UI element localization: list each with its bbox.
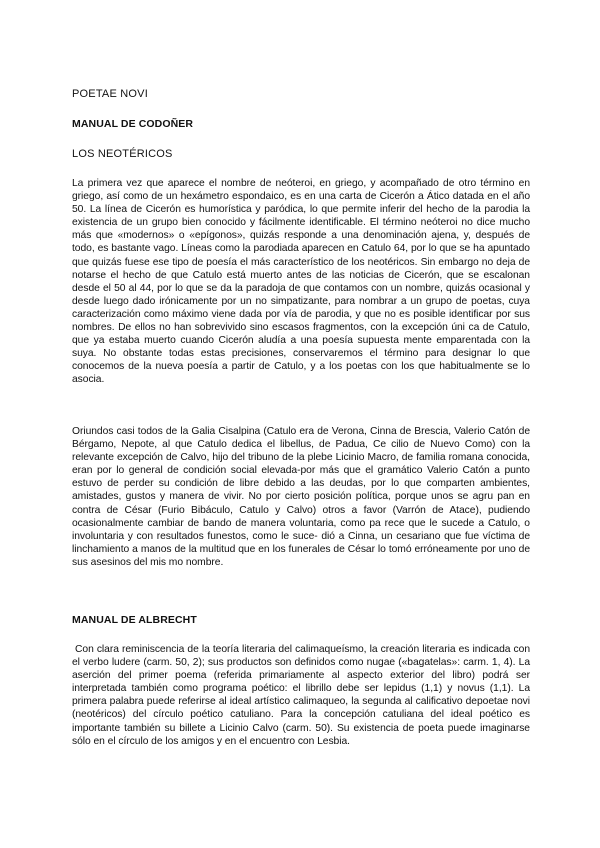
section-subheading-neotericos: LOS NEOTÉRICOS — [72, 148, 173, 160]
paragraph-albrecht: Con clara reminiscencia de la teoría literaria del calimaqueísmo, la creación literaria es indicada con el verbo ludere (carm. 50, 2); sus productos son definidos como nugae («bagatelas»: carm. 1, 4). La aserción del primer poema (referida primariamente al aspecto exterior del libro) podrá ser interpretada también como programa poético: el librillo debe ser lepidus (1,1) y novus (1,1). La primera palabra puede referirse al ideal artístico calimaqueo, la segunda al calificativo depoetae novi (neotéricos) del círculo poético catuliano. Para la concepción catuliana del ideal poético es importante también su billete a Licinio Calvo (carm. 50). Su existencia de poeta puede imaginarse sólo en el círculo de los amigos y en el encuentro con Lesbia. — [72, 644, 530, 747]
section-heading-albrecht: MANUAL DE ALBRECHT — [72, 614, 197, 626]
paragraph-neotericos-1: La primera vez que aparece el nombre de neóteroi, en griego, y acompañado de otro término en griego, así como de un hexámetro espondaico, es en una carta de Cicerón a Ático datada en el año 50. La línea de Cicerón es humorística y paródica, lo que permite inferir del hecho de la parodia la existencia de un grupo bien conocido y fácilmente identificable. El término neóteroi no dice mucho más que «modernos» o «epígonos», quizás responde a una denominación ajena, y, después de todo, es bastante vago. Líneas como la parodiada aparecen en Catulo 64, por lo que se ha apuntado que quizás fuese ese tipo de poesía el más característico de los neotéricos. Sin embargo no deja de notarse el hecho de que Catulo está muerto antes de las noticias de Cicerón, que se escalonan desde el 50 al 44, por lo que se da la paradoja de que contamos con un nombre, quizás ocasional y desde luego dado irónicamente por un no simpatizante, para nombrar a un grupo de poetas, cuya caracterización como máximo viene dada por vía de parodia, y que no es posible identificar por sus nombres. De ellos no han sobrevivido sino escasos fragmentos, con la excepción úni ca de Catulo, que ya estaba muerto cuando Cicerón aludía a una poesía supuesta mente emparentada con la suya. No obstante todas estas precisiones, conservaremos el término para designar lo que conocemos de la nueva poesía a partir de Catulo, y a los poetas con los que habitualmente se lo asocia. — [72, 178, 530, 386]
paragraph-neotericos-2: Oriundos casi todos de la Galia Cisalpina (Catulo era de Verona, Cinna de Brescia, Valerio Catón de Bérgamo, Nepote, al que Catulo dedica el libellus, de Padua, Ce cilio de Nuevo Como) con la relevante excepción de Calvo, hijo del tribuno de la plebe Licinio Macro, de familia romana conocida, eran por lo general de condición social elevada-por más que el gramático Valerio Catón a punto estuvo de perder su condición de libre debido a las deudas, por lo que comparten ambientes, amistades, gustos y manera de vivir. No por cierto posición política, porque unos se agru pan en contra de César (Furio Bibáculo, Catulo y Calvo) otros a favor (Varrón de Atace), pudiendo ocasionalmente cambiar de bando de manera voluntaria, como pa rece que le sucede a Catulo, o involuntaria y con resultados funestos, como le suce- dió a Cinna, un cesariano que fue víctima de linchamiento a manos de la multitud que en los funerales de César lo tomó erróneamente por uno de sus asesinos del mis mo nombre. — [72, 426, 530, 568]
document-title: POETAE NOVI — [72, 88, 148, 100]
section-heading-codoner: MANUAL DE CODOÑER — [72, 118, 194, 130]
